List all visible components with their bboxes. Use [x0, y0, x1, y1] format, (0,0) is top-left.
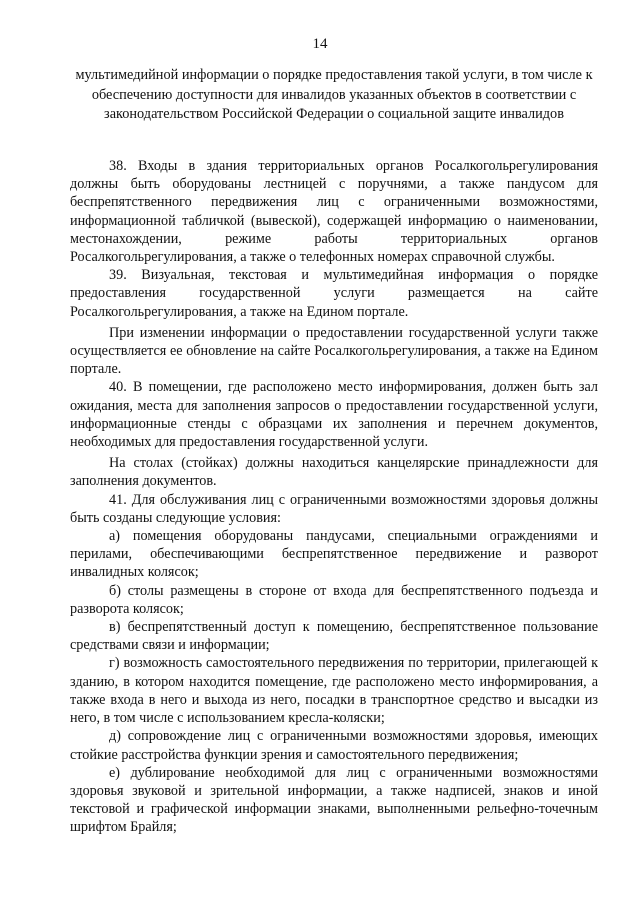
paragraph-40-desks: На столах (стойках) должны находиться канцелярские принадлежности для заполнения документов.: [70, 455, 598, 490]
paragraph-39: 39. Визуальная, текстовая и мультимедийная информация о порядке предоставления государственной услуги размещается на сайте Росалкогольрегулирования, а также на Едином портале.: [70, 267, 598, 320]
list-item-d: д) сопровождение лиц с ограниченными возможностями здоровья, имеющих стойкие расстройства функции зрения и самостоятельного передвижения;: [70, 728, 598, 763]
list-item-a: а) помещения оборудованы пандусами, специальными ограждениями и перилами, обеспечивающими беспрепятственное передвижение и разворот инвалидных колясок;: [70, 528, 598, 581]
list-item-e: е) дублирование необходимой для лиц с ограниченными возможностями здоровья звуковой и зрительной информации, а также надписей, знаков и иной текстовой и графической информации знаками, выполненными рельефно-точечным шрифтом Брайля;: [70, 764, 598, 836]
list-item-v: в) беспрепятственный доступ к помещению, беспрепятственное пользование средствами связи и информации;: [70, 619, 598, 654]
list-item-b: б) столы размещены в стороне от входа для беспрепятственного подъезда и разворота колясок;: [70, 582, 598, 617]
list-item-g: г) возможность самостоятельного передвижения по территории, прилегающей к зданию, в котором находится помещение, где расположено место информирования, а также входа в него и выхода из него, посадки в транспортное средство и высадки из него, в том числе с использованием кресла-коляски;: [70, 655, 598, 727]
paragraph-39-update: При изменении информации о предоставлении государственной услуги также осуществляется ее обновление на сайте Росалкогольрегулирования, а также на Едином портале.: [70, 324, 598, 378]
paragraph-41: 41. Для обслуживания лиц с ограниченными возможностями здоровья должны быть созданы следующие условия:: [70, 491, 598, 526]
section-heading: мультимедийной информации о порядке предоставления такой услуги, в том числе к обеспечению доступности для инвалидов указанных объектов в соответствии с законодательством Российской Федерации о социальной защите инвалидов: [75, 67, 593, 122]
paragraph-38: 38. Входы в здания территориальных органов Росалкогольрегулирования должны быть оборудованы лестницей с поручнями, а также пандусом для беспрепятственного передвижения лиц с ограниченными возможностями, информационной табличкой (вывеской), содержащей информацию о наименовании, местонахождении, режиме работы территориальных органов Росалкогольрегулирования, а также о телефонных номерах справочной службы.: [70, 158, 598, 266]
page-number: 14: [312, 36, 328, 52]
document-body: [70, 157, 598, 837]
paragraph-40: 40. В помещении, где расположено место информирования, должен быть зал ожидания, места для заполнения запросов о предоставлении государственной услуги, информационные стенды с образцами их заполнения и перечнем документов, необходимых для предоставления государственной услуги.: [70, 379, 598, 451]
